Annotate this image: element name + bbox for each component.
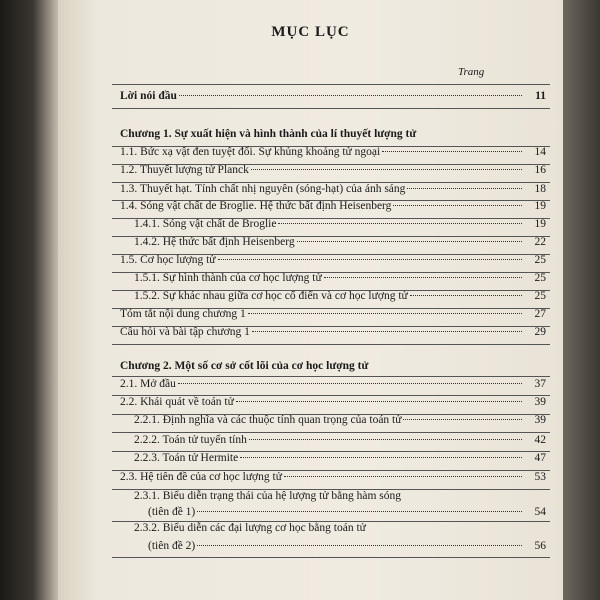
toc-entry: 2.1. Mở đầu 37 [120, 378, 546, 390]
page-column-label: Trang [458, 66, 485, 78]
toc-entry: 1.1. Bức xạ vật đen tuyệt đối. Sự khủng khoảng tử ngoại 14 [120, 146, 546, 158]
toc-subentry-line2: (tiên đề 1) 54 [148, 506, 546, 518]
toc-subentry: 2.2.2. Toán tử tuyến tính 42 [134, 434, 546, 446]
toc-entry: 1.2. Thuyết lượng tử Planck 16 [120, 164, 546, 176]
divider [112, 108, 550, 109]
toc-subentry: 1.5.2. Sự khác nhau giữa cơ học cổ điển và cơ học lượng tử 25 [134, 290, 546, 302]
page-title: MỤC LỤC [271, 24, 350, 40]
divider [112, 376, 550, 377]
toc-subentry: 1.4.2. Hệ thức bất định Heisenberg 22 [134, 236, 546, 248]
toc-entry: Tóm tắt nội dung chương 1 27 [120, 308, 546, 320]
toc-entry: Câu hỏi và bài tập chương 1 29 [120, 326, 546, 338]
toc-page [58, 0, 563, 600]
toc-subentry-line2: (tiên đề 2) 56 [148, 540, 546, 552]
chapter2-heading: Chương 2. Một số cơ sở cốt lõi của cơ học lượng tử [120, 360, 369, 372]
toc-subentry-line1: 2.3.1. Biểu diễn trạng thái của hệ lượng tử bằng hàm sóng [134, 490, 402, 502]
top-rule [112, 84, 550, 85]
toc-entry: 1.4. Sóng vật chất de Broglie. Hệ thức bất định Heisenberg 19 [120, 200, 546, 212]
toc-preface: Lời nói đầu 11 [120, 90, 546, 102]
toc-entry: 1.3. Thuyết hạt. Tính chất nhị nguyên (sóng-hạt) của ánh sáng 18 [120, 183, 546, 195]
toc-subentry: 2.2.1. Định nghĩa và các thuộc tính quan trọng của toán tử 39 [134, 414, 546, 426]
toc-subentry: 2.2.3. Toán tử Hermite 47 [134, 452, 546, 464]
page-edge [563, 0, 600, 600]
divider [112, 344, 550, 345]
book-spine [0, 0, 60, 600]
toc-entry: 2.3. Hệ tiên đề của cơ học lượng tử 53 [120, 471, 546, 483]
divider [112, 432, 550, 433]
toc-subentry: 1.4.1. Sóng vật chất de Broglie 19 [134, 218, 546, 230]
toc-subentry: 1.5.1. Sự hình thành của cơ học lượng tử 25 [134, 272, 546, 284]
toc-subentry-line1: 2.3.2. Biểu diễn các đại lượng cơ học bằng toán tử [134, 522, 366, 534]
toc-entry: 2.2. Khái quát về toán tử 39 [120, 396, 546, 408]
chapter1-heading: Chương 1. Sự xuất hiện và hình thành của lí thuyết lượng tử [120, 128, 417, 140]
toc-entry: 1.5. Cơ học lượng tử 25 [120, 254, 546, 266]
divider [112, 557, 550, 558]
